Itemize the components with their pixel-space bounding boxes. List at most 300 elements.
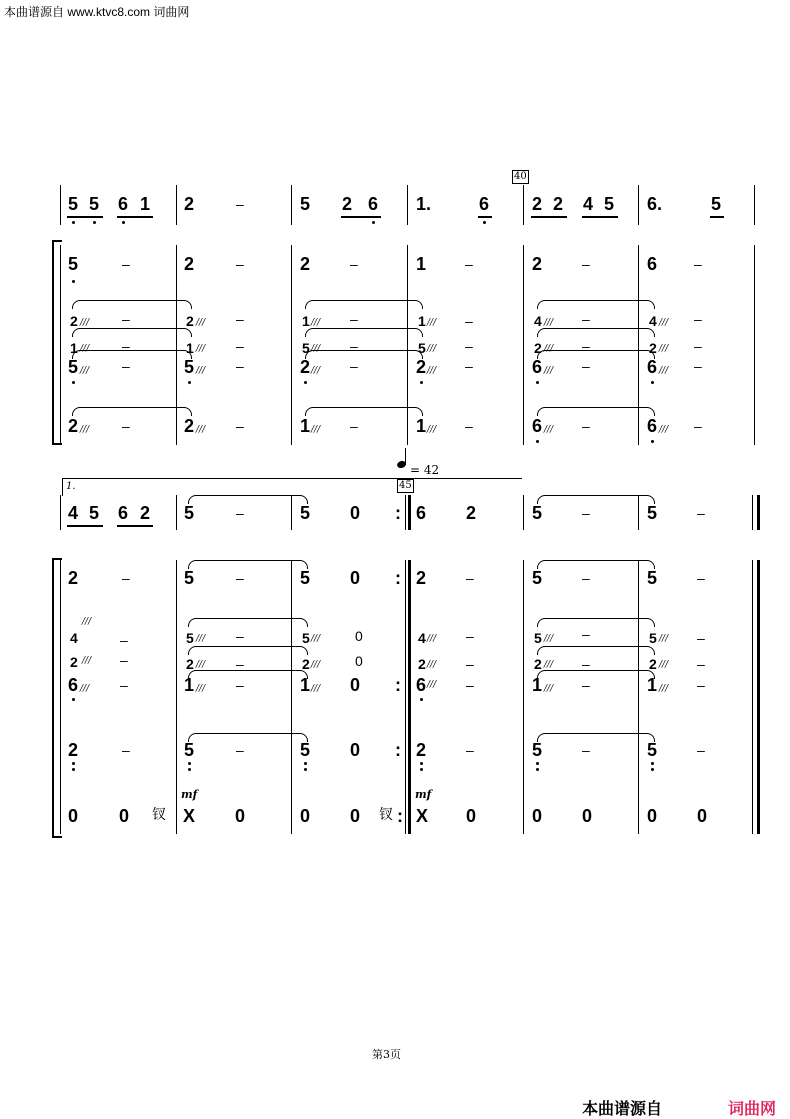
dash: – (466, 656, 474, 672)
note: 0 (350, 675, 361, 695)
dash: – (236, 628, 244, 644)
dash: – (694, 256, 702, 272)
tie (537, 646, 655, 655)
low-dot (72, 280, 75, 283)
low-dot (651, 440, 654, 443)
note: 0 (350, 568, 361, 588)
dash: – (122, 358, 130, 374)
barline (523, 495, 524, 530)
barline-thick (408, 495, 411, 530)
barline (291, 245, 292, 445)
barline (752, 560, 753, 834)
tremolo: /// (196, 634, 206, 644)
note: 2 (302, 656, 310, 672)
barline (405, 560, 406, 834)
tremolo: /// (659, 318, 669, 328)
tremolo: /// (311, 425, 321, 435)
dash: – (122, 256, 130, 272)
note: 0 (350, 806, 361, 826)
tie (305, 350, 423, 359)
note: 4 (70, 630, 78, 646)
low-dot (536, 768, 539, 771)
tie (305, 300, 423, 309)
barline (754, 245, 755, 445)
tremolo: /// (544, 366, 554, 376)
note: 5 (647, 568, 658, 588)
barline (60, 245, 61, 445)
note: 2 (184, 194, 195, 214)
beam (117, 216, 153, 218)
beam (582, 216, 618, 218)
volta-line (62, 478, 63, 496)
note: 5 (711, 194, 722, 214)
note: 5 (184, 740, 195, 760)
note: 6. (647, 194, 663, 214)
quarter-note-stem (405, 448, 406, 465)
bracket-top (52, 240, 62, 242)
tremolo: /// (80, 366, 90, 376)
beam (67, 216, 103, 218)
note: 6 (532, 416, 543, 436)
tremolo: /// (80, 425, 90, 435)
note: 5 (647, 740, 658, 760)
note: 1. (416, 194, 432, 214)
tie (305, 328, 423, 337)
dynamic-mf: mf (181, 788, 198, 801)
tie (537, 407, 655, 416)
dash: – (582, 626, 590, 642)
tremolo: /// (544, 660, 554, 670)
dash: – (236, 742, 244, 758)
note: 2 (532, 194, 543, 214)
note: 2 (70, 654, 78, 670)
note: 2 (68, 568, 79, 588)
note: 4 (68, 503, 79, 523)
header-source: 本曲谱源自 www.ktvc8.com 词曲网 (4, 5, 190, 19)
note: 5 (300, 740, 311, 760)
note: 1 (418, 313, 426, 329)
barline (523, 185, 524, 225)
note: 5 (302, 340, 310, 356)
dynamic-mf: mf (415, 788, 432, 801)
note: 2 (186, 313, 194, 329)
note: 5 (89, 194, 100, 214)
beam (341, 216, 381, 218)
tie (72, 300, 192, 309)
note: 6 (118, 503, 129, 523)
tremolo: /// (82, 656, 92, 666)
beam (710, 216, 724, 218)
bracket-bottom (52, 836, 62, 838)
low-dot (651, 768, 654, 771)
note: 2 (532, 254, 543, 274)
note: 6 (647, 254, 658, 274)
tempo-marking: = 42 (410, 463, 440, 477)
note: 1 (70, 340, 78, 356)
tie (305, 407, 423, 416)
beam (117, 525, 153, 527)
tremolo: /// (196, 660, 206, 670)
dash: – (465, 338, 473, 354)
tie (188, 618, 308, 627)
tremolo: /// (311, 318, 321, 328)
note: 2 (416, 568, 427, 588)
barline (407, 185, 408, 225)
note: 2 (466, 503, 477, 523)
dash: – (350, 256, 358, 272)
low-dot (304, 381, 307, 384)
dash: – (697, 677, 705, 693)
tremolo: /// (427, 680, 437, 690)
measure-number-45: 45 (399, 480, 412, 491)
note: 5 (300, 194, 311, 214)
tremolo: /// (196, 684, 206, 694)
tremolo: /// (544, 318, 554, 328)
note: 2 (416, 357, 427, 377)
tremolo: /// (659, 344, 669, 354)
dash: – (465, 256, 473, 272)
bracket (52, 240, 54, 445)
brand-logo: 词曲网 (728, 1101, 777, 1118)
note: 5 (300, 568, 311, 588)
barline (291, 185, 292, 225)
note: 2 (186, 656, 194, 672)
note: 5 (186, 630, 194, 646)
tie (537, 495, 655, 504)
dash: – (236, 256, 244, 272)
cymbal-label: 钗 (379, 806, 393, 822)
dash: – (236, 570, 244, 586)
note: 4 (649, 313, 657, 329)
note: 0 (355, 653, 363, 669)
dash: – (350, 311, 358, 327)
tremolo: /// (544, 344, 554, 354)
tie (72, 407, 192, 416)
note: 0 (350, 740, 361, 760)
bracket (52, 558, 54, 838)
low-dot (651, 381, 654, 384)
tremolo: /// (311, 366, 321, 376)
dash: – (120, 632, 128, 648)
dash: – (236, 358, 244, 374)
volta-label: 1. (66, 481, 76, 492)
tie (537, 733, 655, 742)
measure-number-40: 40 (514, 171, 527, 182)
cymbal-hit: X (183, 806, 196, 826)
tremolo: /// (196, 318, 206, 328)
cymbal-hit: X (416, 806, 429, 826)
dash: – (466, 628, 474, 644)
note: 0 (235, 806, 246, 826)
note: 2 (534, 340, 542, 356)
note: 2 (68, 416, 79, 436)
note: 1 (300, 416, 311, 436)
barline (176, 560, 177, 834)
barline (523, 560, 524, 834)
note: 5 (68, 194, 79, 214)
note: 5 (418, 340, 426, 356)
dash: – (236, 311, 244, 327)
note: 0 (300, 806, 311, 826)
tie (537, 350, 655, 359)
note: 6 (532, 357, 543, 377)
tie (537, 560, 655, 569)
note: 2 (300, 357, 311, 377)
dash: – (122, 311, 130, 327)
note: 6 (647, 416, 658, 436)
dash: – (122, 742, 130, 758)
tie (188, 733, 308, 742)
dash: – (120, 677, 128, 693)
volta-line (62, 478, 522, 479)
dash: – (694, 418, 702, 434)
note: 5 (89, 503, 100, 523)
tremolo: /// (427, 344, 437, 354)
dash: – (697, 742, 705, 758)
barline (60, 495, 61, 530)
note: 1 (416, 254, 427, 274)
dash: – (236, 418, 244, 434)
barline-final (757, 560, 760, 834)
note: 2 (342, 194, 353, 214)
tremolo: /// (427, 634, 437, 644)
tremolo: /// (196, 366, 206, 376)
note: 5 (534, 630, 542, 646)
low-dot (188, 762, 191, 765)
note: 5 (184, 503, 195, 523)
tie (537, 618, 655, 627)
tremolo: /// (80, 684, 90, 694)
repeat-sign: : (395, 740, 401, 760)
beam (67, 525, 103, 527)
barline (176, 185, 177, 225)
dash: – (582, 338, 590, 354)
dash: – (350, 358, 358, 374)
tremolo: /// (311, 660, 321, 670)
low-dot (372, 221, 375, 224)
tremolo: /// (311, 634, 321, 644)
dash: – (122, 338, 130, 354)
dash: – (236, 677, 244, 693)
dash: – (122, 418, 130, 434)
note: 1 (184, 675, 195, 695)
tremolo: /// (311, 684, 321, 694)
low-dot (304, 768, 307, 771)
cymbal-label: 钗 (152, 806, 166, 822)
tremolo: /// (659, 425, 669, 435)
low-dot (651, 762, 654, 765)
low-dot (72, 698, 75, 701)
dash: – (694, 338, 702, 354)
low-dot (72, 768, 75, 771)
note: 4 (534, 313, 542, 329)
tremolo: /// (427, 366, 437, 376)
note: 6 (479, 194, 490, 214)
tremolo: /// (80, 344, 90, 354)
tie (537, 300, 655, 309)
low-dot (420, 381, 423, 384)
page-number: 第3页 (372, 1048, 401, 1061)
dash: – (582, 358, 590, 374)
barline (60, 560, 61, 834)
note: 0 (697, 806, 708, 826)
tie (537, 670, 655, 679)
dash: – (236, 196, 244, 212)
dash: – (350, 338, 358, 354)
dash: – (582, 256, 590, 272)
barline (176, 495, 177, 530)
tremolo: /// (427, 425, 437, 435)
note: 2 (649, 340, 657, 356)
tie (188, 670, 308, 679)
note: 0 (647, 806, 658, 826)
dash: – (582, 311, 590, 327)
dash: – (236, 656, 244, 672)
note: 0 (582, 806, 593, 826)
note: 5 (532, 740, 543, 760)
tremolo: /// (427, 660, 437, 670)
barline (405, 495, 406, 530)
note: 0 (68, 806, 79, 826)
dash: – (465, 418, 473, 434)
dash: – (694, 311, 702, 327)
tie (72, 350, 192, 359)
dash: – (466, 570, 474, 586)
note: 6 (416, 675, 427, 695)
dash: – (122, 570, 130, 586)
barline (638, 560, 639, 834)
tremolo: /// (80, 318, 90, 328)
note: 5 (300, 503, 311, 523)
note: 6 (368, 194, 379, 214)
tremolo: /// (544, 684, 554, 694)
dash: – (582, 505, 590, 521)
barline (638, 185, 639, 225)
note: 1 (302, 313, 310, 329)
low-dot (72, 221, 75, 224)
dash: – (236, 338, 244, 354)
note: 2 (68, 740, 79, 760)
note: 5 (532, 503, 543, 523)
tremolo: /// (427, 318, 437, 328)
dash: – (236, 505, 244, 521)
note: 1 (532, 675, 543, 695)
note: 2 (184, 416, 195, 436)
note: 0 (355, 628, 363, 644)
dash: – (120, 652, 128, 668)
note: 5 (647, 503, 658, 523)
low-dot (536, 762, 539, 765)
note: 2 (649, 656, 657, 672)
note: 1 (140, 194, 151, 214)
note: 5 (184, 357, 195, 377)
low-dot (93, 221, 96, 224)
note: 2 (300, 254, 311, 274)
low-dot (536, 381, 539, 384)
note: 2 (534, 656, 542, 672)
note: 1 (300, 675, 311, 695)
note: 6 (118, 194, 129, 214)
tremolo: /// (196, 344, 206, 354)
tie (188, 646, 308, 655)
tie (188, 495, 308, 504)
tie (72, 328, 192, 337)
dash: – (582, 677, 590, 693)
note: 2 (553, 194, 564, 214)
note: 4 (583, 194, 594, 214)
repeat-sign: : (397, 806, 403, 826)
note: 1 (416, 416, 427, 436)
note: 6 (68, 675, 79, 695)
note: 5 (68, 357, 79, 377)
dash: – (350, 418, 358, 434)
dash: – (582, 742, 590, 758)
repeat-sign: : (395, 568, 401, 588)
note: 2 (418, 656, 426, 672)
low-dot (483, 221, 486, 224)
dash: – (465, 358, 473, 374)
barline (754, 185, 755, 225)
note: 2 (70, 313, 78, 329)
barline (60, 185, 61, 225)
dash: – (697, 570, 705, 586)
barline (752, 495, 753, 530)
low-dot (122, 221, 125, 224)
beam (531, 216, 567, 218)
dash: – (697, 630, 705, 646)
note: 5 (532, 568, 543, 588)
dash: – (582, 656, 590, 672)
beam (478, 216, 492, 218)
note: 0 (350, 503, 361, 523)
barline-thick (408, 560, 411, 834)
note: 6 (416, 503, 427, 523)
note: 2 (140, 503, 151, 523)
tie (537, 328, 655, 337)
low-dot (420, 768, 423, 771)
tremolo: /// (82, 617, 92, 627)
note: 5 (604, 194, 615, 214)
low-dot (188, 768, 191, 771)
tremolo: /// (659, 366, 669, 376)
low-dot (420, 762, 423, 765)
low-dot (72, 381, 75, 384)
tremolo: /// (659, 684, 669, 694)
note: 4 (418, 630, 426, 646)
barline (291, 560, 292, 834)
brand-source: 本曲谱源自 (582, 1101, 663, 1118)
tremolo: /// (311, 344, 321, 354)
note: 2 (416, 740, 427, 760)
note: 6 (647, 357, 658, 377)
note: 0 (466, 806, 477, 826)
low-dot (536, 440, 539, 443)
tremolo: /// (659, 634, 669, 644)
note: 1 (186, 340, 194, 356)
note: 5 (184, 568, 195, 588)
tremolo: /// (544, 634, 554, 644)
repeat-sign: : (395, 503, 401, 523)
dash: – (697, 656, 705, 672)
low-dot (188, 381, 191, 384)
tremolo: /// (544, 425, 554, 435)
low-dot (72, 762, 75, 765)
dash: – (582, 570, 590, 586)
tie (188, 560, 308, 569)
dash: – (465, 313, 473, 329)
note: 1 (647, 675, 658, 695)
low-dot (304, 762, 307, 765)
